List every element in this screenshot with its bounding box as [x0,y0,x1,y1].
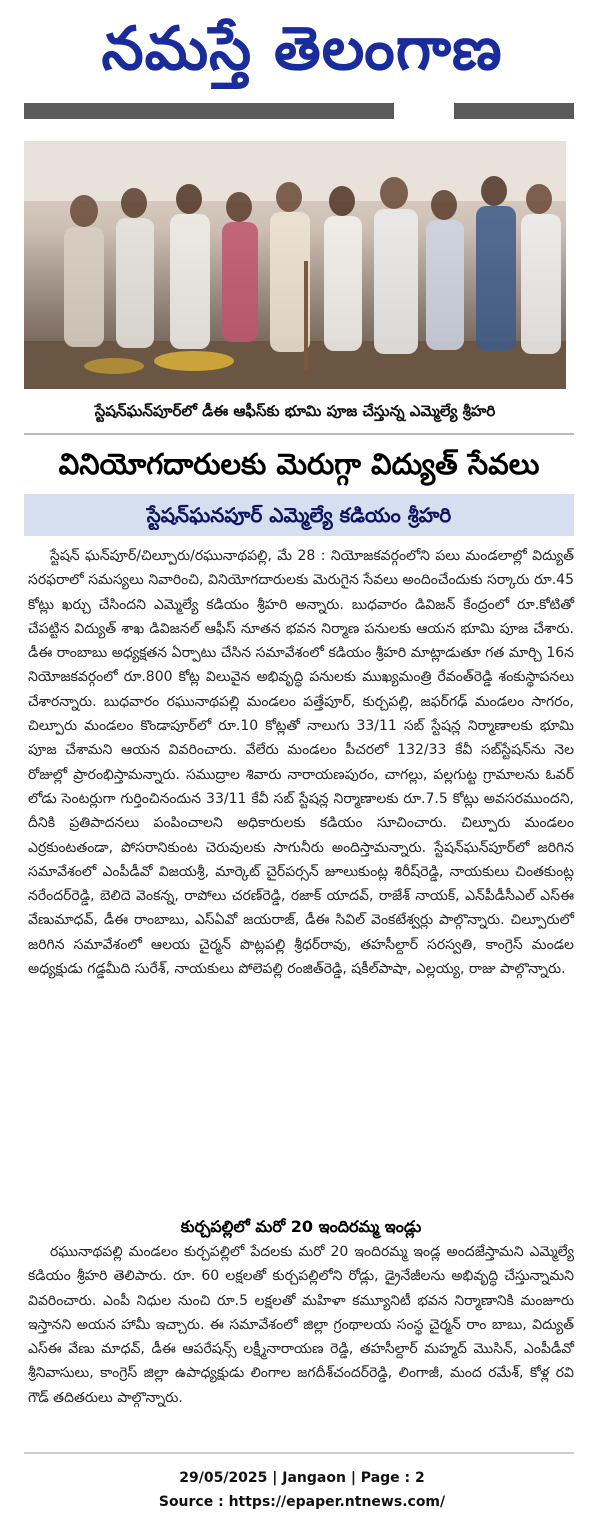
masthead-bar [24,103,574,119]
article-headline: వినియోగదారులకు మెరుగ్గా విద్యుత్ సేవలు [58,447,540,481]
section-heading: కుర్చపల్లిలో మరో 20 ఇందిరమ్మ ఇండ్లు [180,1217,422,1236]
news-photo [24,141,566,389]
photo-caption: స్టేషన్‌ఘన్‌పూర్‌లో డీఈ ఆఫీస్‌కు భూమి పూజ చేస్తున్న ఎమ్మెల్యే శ్రీహరి [94,402,496,420]
photo-illustration [24,141,566,389]
subhead-banner [24,494,574,536]
article-paragraph: స్టేషన్ ఘన్‌పూర్/చిల్పూరు/రఘునాథపల్లి, మే 28 : నియోజకవర్గంలోని పలు మండలాల్లో విద్యుత్ సరఫరాలో సమస్యలు నివారించి, వినియోగదారులకు మెరుగైన సేవలు అందించేందుకు సర్కారు రూ.45 కోట్లు ఖర్చు చేసిందని ఎమ్మెల్యే కడియం శ్రీహరి అన్నారు. బుధవారం డివిజన్ కేంద్రంలో రూ.కోటితో చేపట్టిన విద్యుత్ శాఖ డివిజనల్ ఆఫీస్ నూతన భవన నిర్మాణ పనులకు ఆయన భూమి పూజ చేశారు. డీఈ రాంబాబు అధ్యక్షతన ఏర్పాటు చేసిన సమావేశంలో కడియం శ్రీహరి మాట్లాడుతూ గత మార్చి 16న నియోజకవర్గంలో రూ.800 కోట్ల విలువైన అభివృద్ధి పనులకు ముఖ్యమంత్రి రేవంత్‌రెడ్డి శంకుస్థాపనలు చేశారన్నారు. బుధవారం రఘునాథపల్లి మండలం పత్తేపూర్, కుర్చపల్లి, జఫర్‌గఢ్ మండలం సాగరం, చిల్పూరు మండలం కొండాపూర్‌లో రూ.10 కోట్లతో నాలుగు 33/11 సబ్ స్టేషన్ల నిర్మాణాలకు భూమి పూజ చేశామని ఆయన వివరించారు. వేలేరు మండలం పీచరలో 132/33 కేవీ సబ్‌స్టేషన్‌ను నెల రోజుల్లో ప్రారంభిస్తామన్నారు. సముద్రాల శివారు నారాయణపురం, చాగల్లు, పల్లగుట్ట గ్రామాలను ఓవర్ లోడు సెంటర్లుగా గుర్తించినందున 33/11 కేవీ సబ్ స్టేషన్ల నిర్మాణాలకు రూ.7.5 కోట్లు అవసరముందని, దీనికి ప్రతిపాదనలు పంపించాలని అధికారులకు కడియం సూచించారు. చిల్పూరు మండలం ఎర్రకుంటతండా, పోసరానికుంట చెరువులకు సాగునీరు అందిస్తామన్నారు. స్టేషన్‌ఘన్‌పూర్‌లో జరిగిన సమావేశంలో ఎంపీడీవో విజయశ్రీ, మార్కెట్ చైర్‌పర్సన్ జూలుకుంట్ల శిరీష్‌రెడ్డి, నాయకులు చింతకుంట్ల నరేందర్‌రెడ్డి, బెలిదె వెంకన్న, రాపోలు చరణ్‌రెడ్డి, రజాక్ యాదవ్, రాజేశ్ నాయక్, ఎన్‌పీడీసీఎల్ ఎస్ఈ వేణుమాధవ్, డీఈ రాంబాబు, ఎస్ఏవో జయరాజ్, డీఈ సివిల్ వెంకటేశ్వర్లు పాల్గొన్నారు. చిల్పూరులో జరిగిన సమావేశంలో ఆలయ చైర్మన్ పొట్లపల్లి శ్రీధర్‌రావు, తహసీల్దార్ సరస్వతి, కాంగ్రెస్ మండల అధ్యక్షుడు గడ్డమీది సురేశ్, నాయకులు పోలెపల్లి రంజిత్‌రెడ్డి, షకీల్‌పాషా, ఎల్లయ్య, రాజు పాల్గొన్నారు. [28,548,574,978]
article-body-2 [28,1240,574,1410]
article-subhead: స్టేషన్‌ఘనపూర్ ఎమ్మెల్యే కడియం శ్రీహరి [146,503,452,527]
divider-bottom [24,1452,574,1454]
masthead [24,6,580,92]
article-body [28,544,574,981]
divider [24,433,574,435]
footer-date-edition: 29/05/2025 | Jangaon | Page : 2 [179,1470,425,1486]
footer-source: Source : https://epaper.ntnews.com/ [158,1494,446,1510]
article-paragraph-2: రఘునాథపల్లి మండలం కుర్చపల్లిలో పేదలకు మరో 20 ఇందిరమ్మ ఇండ్ల అందజేస్తామని ఎమ్మెల్యే కడియం శ్రీహరి తెలిపారు. రూ. 60 లక్షలతో కుర్చపల్లిలోని రోడ్లు, డ్రైనేజీలను అభివృద్ధి చేస్తున్నామని వివరించారు. ఎంపీ నిధుల నుంచి రూ.5 లక్షలతో మహిళా కమ్యూనిటీ భవన నిర్మాణానికి మంజూరు ఇస్తానని అయన హామీ ఇచ్చారు. ఈ సమావేశంలో జిల్లా గ్రంథాలయ సంస్థ చైర్మన్ రాం బాబు, విద్యుత్ ఎస్ఈ వేణు మాధవ్, డీఈ ఆపరేషన్స్ లక్ష్మీనారాయణ రెడ్డి, తహసీల్దార్ మహ్మద్ మొసిన్, ఎంపీడీవో శ్రీనివాసులు, కాంగ్రెస్ జిల్లా ఉపాధ్యక్షుడు లింగాల జగదీశ్‌చందర్‌రెడ్డి, లింగాజీ, మంద రమేశ్, కోళ్ల రవి గౌడ్ తదితరులు పాల్గొన్నారు. [28,1244,574,1406]
newspaper-logo: నమస్తే తెలంగాణ [101,14,503,84]
